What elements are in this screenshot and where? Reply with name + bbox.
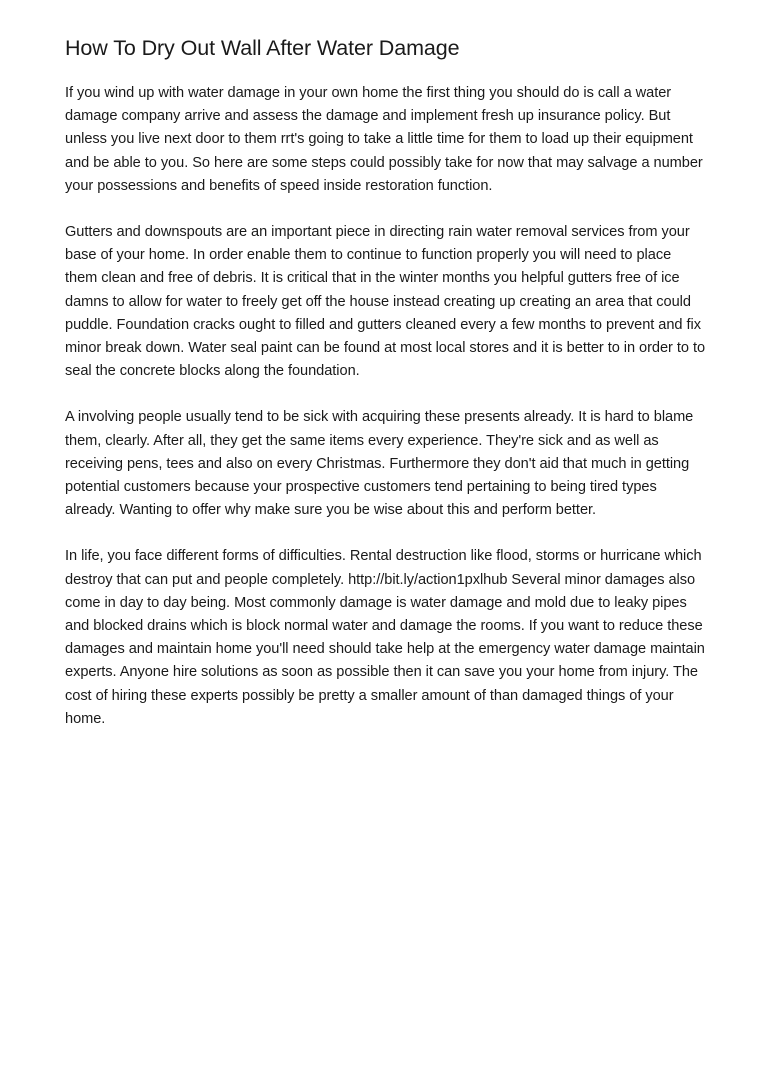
paragraph-4: In life, you face different forms of difficulties. Rental destruction like flood, storms or hurricane which destroy that can put and people completely. http://bit.ly/action1pxlhub Several minor damages also come in day to day being. Most commonly damage is water damage and mold due to leaky pipes and blocked drains which is block normal water and damage the rooms. If you want to reduce these damages and maintain home you'll need should take help at the emergency water damage maintain experts. Anyone hire solutions as soon as possible then it can save you your home from injury. The cost of hiring these experts possibly be pretty a smaller amount of than damaged things of your home.: [65, 548, 705, 727]
paragraph-2: Gutters and downspouts are an important piece in directing rain water removal services from your base of your home. In order enable them to continue to function properly you will need to place them clean and free of debris. It is critical that in the winter months you helpful gutters free of ice damns to allow for water to freely get off the house instead creating up creating an area that could puddle. Foundation cracks ought to filled and gutters cleaned every a few months to prevent and fix minor break down. Water seal paint can be found at most local stores and it is better to in order to to seal the concrete blocks along the foundation.: [65, 224, 706, 380]
paragraph-3: A involving people usually tend to be sick with acquiring these presents already. It is hard to blame them, clearly. After all, they get the same items every experience. They're sick and as well as receiving pens, tees and also on every Christmas. Furthermore they don't aid that much in getting potential customers because your prospective customers tend pertaining to being tired types already. Wanting to offer why make sure you be wise about this and perform better.: [65, 409, 694, 519]
paragraph-1: If you wind up with water damage in your own home the first thing you should do is call a water damage company arrive and assess the damage and implement fresh up insurance policy. But unless you live next door to them rrt's going to take a little time for them to load up their equipment and be able to you. So here are some steps could possibly take for now that may salvage a number your possessions and benefits of speed inside restoration function.: [65, 85, 703, 194]
page-title: How To Dry Out Wall After Water Damage: [65, 36, 460, 60]
